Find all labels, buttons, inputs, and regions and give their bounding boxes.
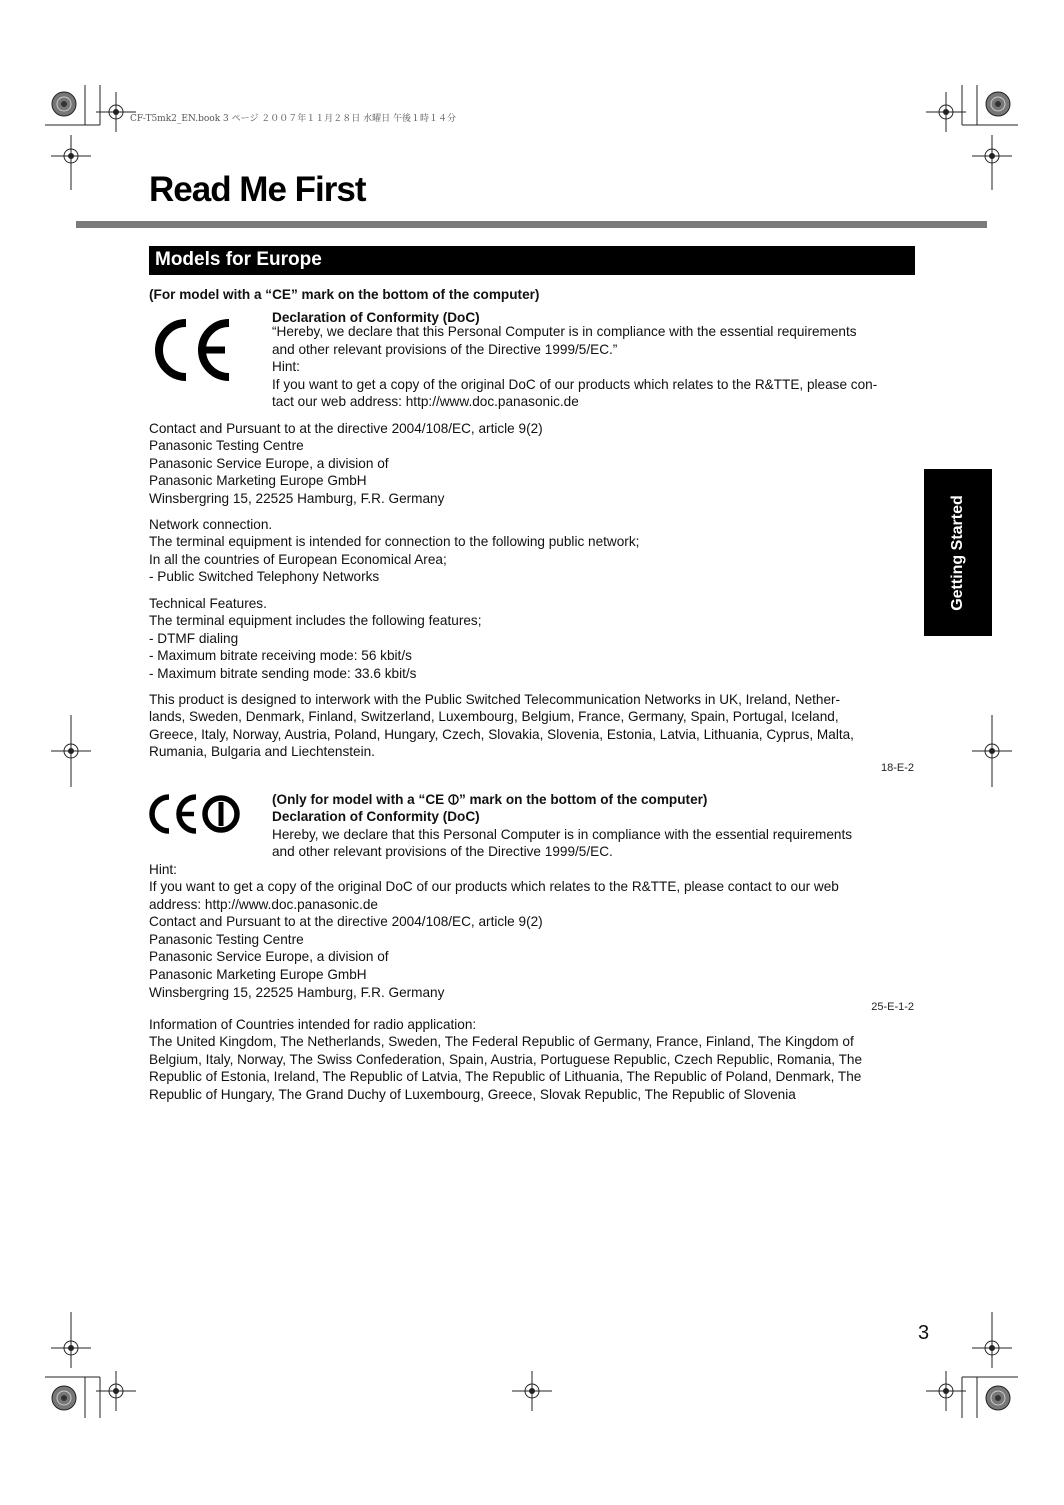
doc-heading: Declaration of Conformity (DoC)	[272, 809, 480, 824]
contact-line: Winsbergring 15, 22525 Hamburg, F.R. Germany	[149, 491, 445, 506]
technical-line: - Maximum bitrate receiving mode: 56 kbit/s	[149, 648, 412, 663]
network-line: The terminal equipment is intended for connection to the following public network;	[149, 534, 640, 549]
hint-line: Hint:	[149, 862, 177, 877]
ce-alert-mark-icon	[149, 794, 241, 834]
page-number: 3	[918, 1322, 930, 1344]
radio-line: Information of Countries intended for radio application:	[149, 1017, 477, 1032]
ce-condition: (For model with a “CE” mark on the bottom of the computer)	[149, 287, 540, 302]
network-line: - Public Switched Telephony Networks	[149, 569, 380, 584]
technical-line: The terminal equipment includes the following features;	[149, 613, 482, 628]
condition-text: ” mark on the bottom of the computer)	[458, 792, 708, 807]
contact-line: Contact and Pursuant to at the directive 2004/108/EC, article 9(2)	[149, 421, 543, 436]
ce-mark-icon	[153, 317, 233, 383]
side-tab-label: Getting Started	[949, 494, 966, 611]
ce-alert-condition	[272, 791, 917, 808]
hint-line: Panasonic Service Europe, a division of	[149, 949, 389, 964]
hint-text-line: tact our web address: http://www.doc.panasonic.de	[272, 394, 579, 409]
page-title: Read Me First	[149, 170, 366, 209]
hint-line: Winsbergring 15, 22525 Hamburg, F.R. Germany	[149, 985, 445, 1000]
technical-line: Technical Features.	[149, 596, 267, 611]
contact-line: Panasonic Service Europe, a division of	[149, 456, 389, 471]
side-tab	[924, 469, 992, 636]
alert-mark-icon	[448, 794, 459, 805]
contact-line: Panasonic Testing Centre	[149, 438, 304, 453]
radio-line: Republic of Hungary, The Grand Duchy of Luxembourg, Greece, Slovak Republic, The Republic of Slovenia	[149, 1087, 796, 1102]
technical-line: - DTMF dialing	[149, 631, 239, 646]
interwork-line: lands, Sweden, Denmark, Finland, Switzerland, Luxembourg, Belgium, France, Germany, Spain, Portugal, Iceland,	[149, 709, 839, 724]
hint-line: If you want to get a copy of the original DoC of our products which relates to the R&TTE, please contact to our web	[149, 879, 839, 894]
hint-text-line: If you want to get a copy of the original DoC of our products which relates to the R&TTE, please con-	[272, 377, 878, 392]
hint-line: Panasonic Marketing Europe GmbH	[149, 967, 367, 982]
doc-text-line: “Hereby, we declare that this Personal Computer is in compliance with the essential requirements	[272, 324, 857, 339]
doc-text-line: and other relevant provisions of the Directive 1999/5/EC.”	[272, 342, 618, 357]
reference-code: 18-E-2	[880, 762, 914, 774]
doc-text-line: and other relevant provisions of the Directive 1999/5/EC.	[272, 844, 613, 859]
radio-line: Republic of Estonia, Ireland, The Republic of Latvia, The Republic of Lithuania, The Republic of Poland, Denmark, The	[149, 1069, 862, 1084]
radio-line: The United Kingdom, The Netherlands, Sweden, The Federal Republic of Germany, France, Finland, The Kingdom of	[149, 1034, 854, 1049]
hint-label: Hint:	[272, 359, 300, 374]
print-header: CF-T5mk2_EN.book 3 ページ ２００７年１１月２８日 水曜日 午後１時１４分	[130, 114, 457, 124]
hint-line: Panasonic Testing Centre	[149, 932, 304, 947]
interwork-line: This product is designed to interwork with the Public Switched Telecommunication Networks in UK, Ireland, Nether-	[149, 692, 841, 707]
network-line: In all the countries of European Economical Area;	[149, 552, 447, 567]
contact-line: Panasonic Marketing Europe GmbH	[149, 473, 367, 488]
doc-text-line: Hereby, we declare that this Personal Computer is in compliance with the essential requirements	[272, 827, 853, 842]
condition-text: (Only for model with a “CE	[272, 792, 448, 807]
section-title: Models for Europe	[149, 246, 915, 275]
radio-line: Belgium, Italy, Norway, The Swiss Confederation, Spain, Austria, Portuguese Republic, Czech Republic, Romania, The	[149, 1052, 863, 1067]
doc-heading: Declaration of Conformity (DoC)	[272, 310, 480, 325]
technical-line: - Maximum bitrate sending mode: 33.6 kbit/s	[149, 666, 417, 681]
interwork-line: Rumania, Bulgaria and Liechtenstein.	[149, 744, 375, 759]
hint-line: Contact and Pursuant to at the directive 2004/108/EC, article 9(2)	[149, 914, 543, 929]
interwork-line: Greece, Italy, Norway, Austria, Poland, Hungary, Czech, Slovakia, Slovenia, Estonia, Latvia, Lithuania, Cyprus, Malta,	[149, 727, 854, 742]
title-rule	[76, 221, 987, 228]
hint-line: address: http://www.doc.panasonic.de	[149, 897, 378, 912]
reference-code: 25-E-1-2	[871, 1001, 914, 1013]
network-line: Network connection.	[149, 517, 273, 532]
